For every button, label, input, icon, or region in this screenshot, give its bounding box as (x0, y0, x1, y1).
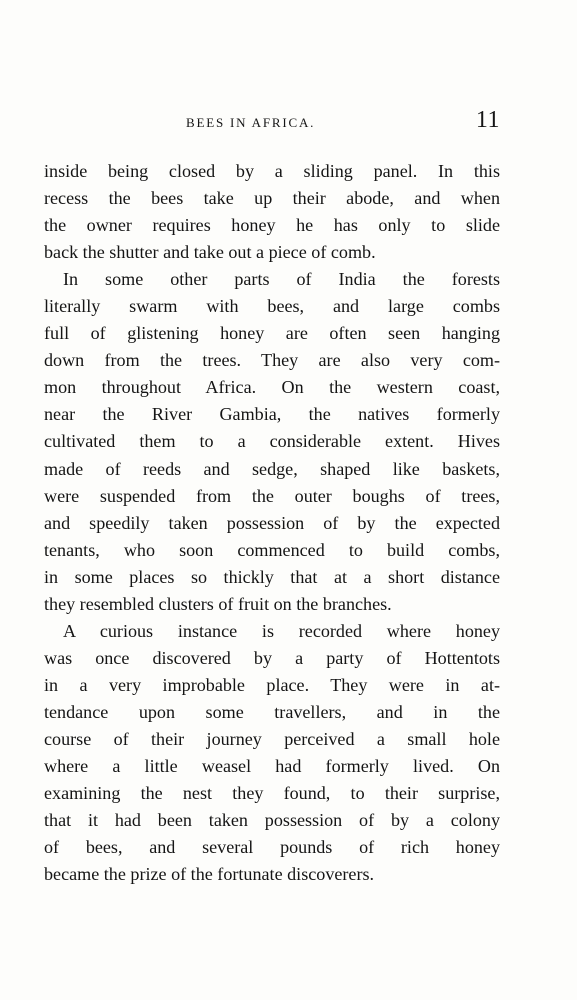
running-head (44, 107, 500, 137)
text-line: was once discovered by a party of Hottentots (44, 647, 500, 668)
text-line: full of glistening honey are often seen hanging (44, 323, 500, 344)
text-line: A curious instance is recorded where honey (63, 620, 500, 641)
body-text (44, 158, 500, 888)
text-line: were suspended from the outer boughs of trees, (44, 485, 500, 506)
text-line: and speedily taken possession of by the expected (44, 512, 500, 533)
text-line: mon throughout Africa. On the western coast, (44, 377, 500, 398)
text-line: course of their journey perceived a small hole (44, 728, 500, 749)
text-line: back the shutter and take out a piece of comb. (44, 242, 376, 263)
text-line: down from the trees. They are also very com- (44, 350, 500, 371)
text-line: inside being closed by a sliding panel. In this (44, 161, 500, 181)
text-line: tendance upon some travellers, and in the (44, 701, 500, 722)
text-line: they resembled clusters of fruit on the branches. (44, 593, 392, 614)
text-line: literally swarm with bees, and large combs (44, 296, 500, 317)
page-number: 11 (475, 107, 500, 133)
text-line: where a little weasel had formerly lived. On (44, 756, 500, 777)
running-title: BEES IN AFRICA. (186, 115, 316, 130)
text-line: that it had been taken possession of by a colony (44, 810, 500, 831)
text-line: cultivated them to a considerable extent. Hives (44, 431, 500, 452)
text-line: of bees, and several pounds of rich honey (44, 837, 500, 858)
text-line: became the prize of the fortunate discoverers. (44, 864, 375, 885)
text-line: recess the bees take up their abode, and when (44, 188, 500, 209)
text-line: In some other parts of India the forests (63, 269, 500, 290)
text-line: examining the nest they found, to their surprise, (44, 783, 500, 804)
text-line: near the River Gambia, the natives formerly (44, 404, 500, 425)
text-line: made of reeds and sedge, shaped like baskets, (44, 458, 500, 479)
text-line: the owner requires honey he has only to slide (44, 215, 500, 236)
text-line: tenants, who soon commenced to build combs, (44, 539, 500, 560)
text-line: in a very improbable place. They were in at- (44, 674, 500, 695)
text-line: in some places so thickly that at a short distance (44, 566, 500, 587)
